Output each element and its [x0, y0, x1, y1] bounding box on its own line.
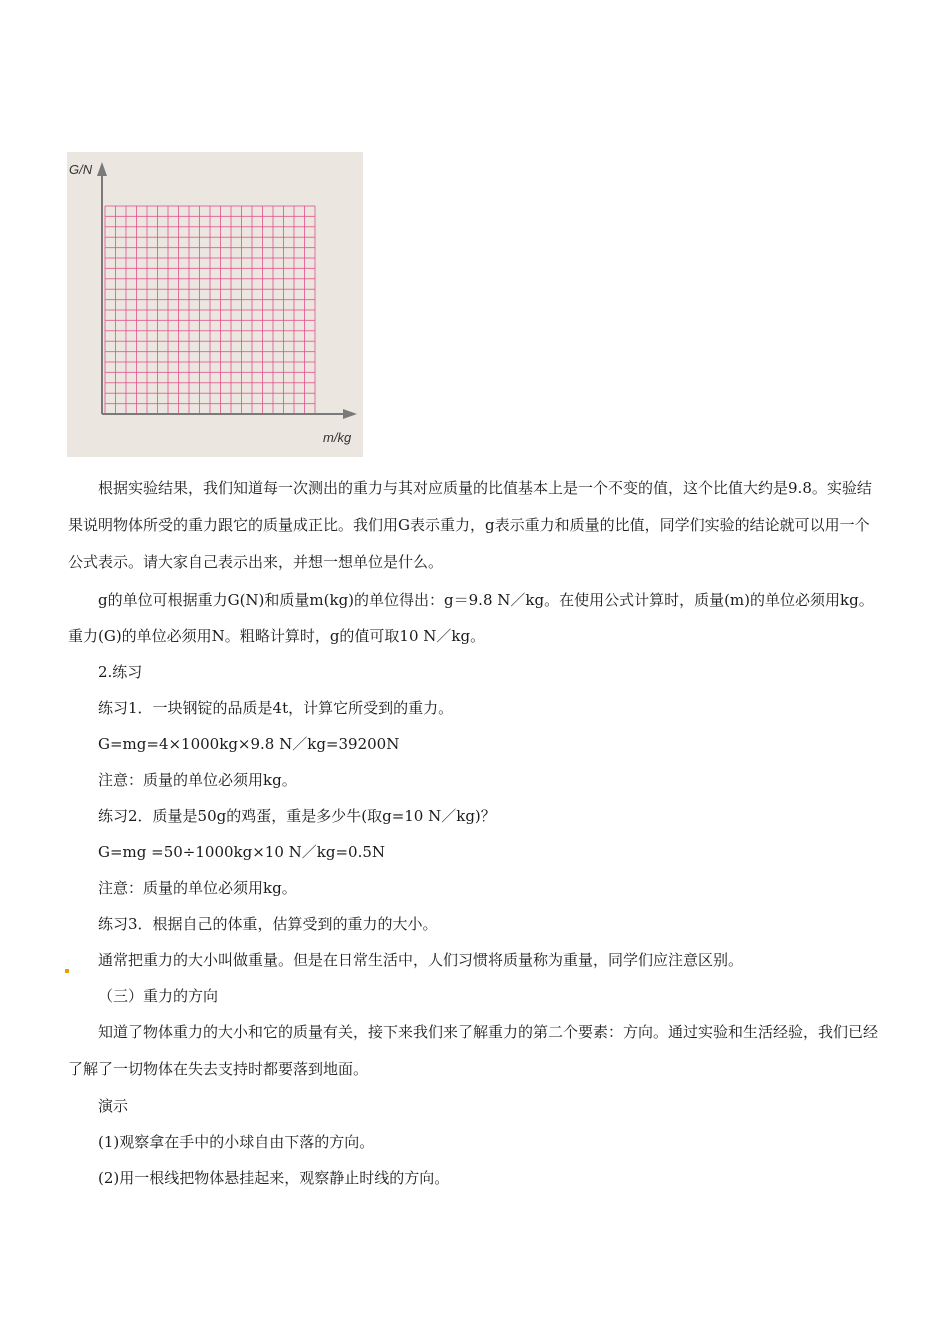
practice-2-note: 注意：质量的单位必须用kg。	[98, 879, 297, 897]
x-axis-arrow	[343, 409, 357, 419]
practice-1-solution: G=mg=4×1000kg×9.8 N／kg=39200N	[98, 735, 400, 753]
practice-1-note: 注意：质量的单位必须用kg。	[98, 771, 297, 789]
grid-chart	[67, 152, 363, 457]
y-axis-arrow	[97, 162, 107, 176]
section-practice: 2.练习	[98, 663, 143, 681]
paragraph-ratio-result: 根据实验结果，我们知道每一次测出的重力与其对应质量的比值基本上是一个不变的值，这个比值大约是9.8。实验结果说明物体所受的重力跟它的质量成正比。我们用G表示重力，g表示重力和质量的比值，同学们实验的结论就可以用一个公式表示。请大家自己表示出来，并想一想单位是什么。	[68, 479, 872, 571]
practice-1: 练习1．一块钢锭的品质是4t，计算它所受到的重力。	[98, 699, 454, 717]
demo-step-2: (2)用一根线把物体悬挂起来，观察静止时线的方向。	[98, 1169, 450, 1187]
x-axis-label: m/kg	[323, 430, 352, 445]
section-gravity-direction: （三）重力的方向	[98, 987, 219, 1005]
practice-3: 练习3．根据自己的体重，估算受到的重力的大小。	[98, 915, 438, 933]
document-body	[68, 470, 883, 1196]
grid-lines	[105, 206, 315, 414]
practice-2: 练习2．质量是50g的鸡蛋，重是多少牛(取g=10 N／kg)？	[98, 807, 496, 825]
paragraph-direction-intro: 知道了物体重力的大小和它的质量有关，接下来我们来了解重力的第二个要素：方向。通过实验和生活经验，我们已经了解了一切物体在失去支持时都要落到地面。	[68, 1023, 879, 1078]
demo-heading: 演示	[98, 1097, 129, 1115]
paragraph-g-unit: g的单位可根据重力G(N)和质量m(kg)的单位得出：g＝9.8 N／kg。在使用公式计算时，质量(m)的单位必须用kg。重力(G)的单位必须用N。粗略计算时，g的值可取10 N／kg。	[68, 591, 874, 645]
graph-paper-figure	[67, 152, 363, 457]
paragraph-weight-term: 通常把重力的大小叫做重量。但是在日常生活中，人们习惯将质量称为重量，同学们应注意区别。	[98, 951, 744, 969]
demo-step-1: (1)观察拿在手中的小球自由下落的方向。	[98, 1133, 375, 1151]
practice-2-solution: G=mg =50÷1000kg×10 N／kg=0.5N	[98, 843, 386, 861]
y-axis-label: G/N	[69, 162, 93, 177]
